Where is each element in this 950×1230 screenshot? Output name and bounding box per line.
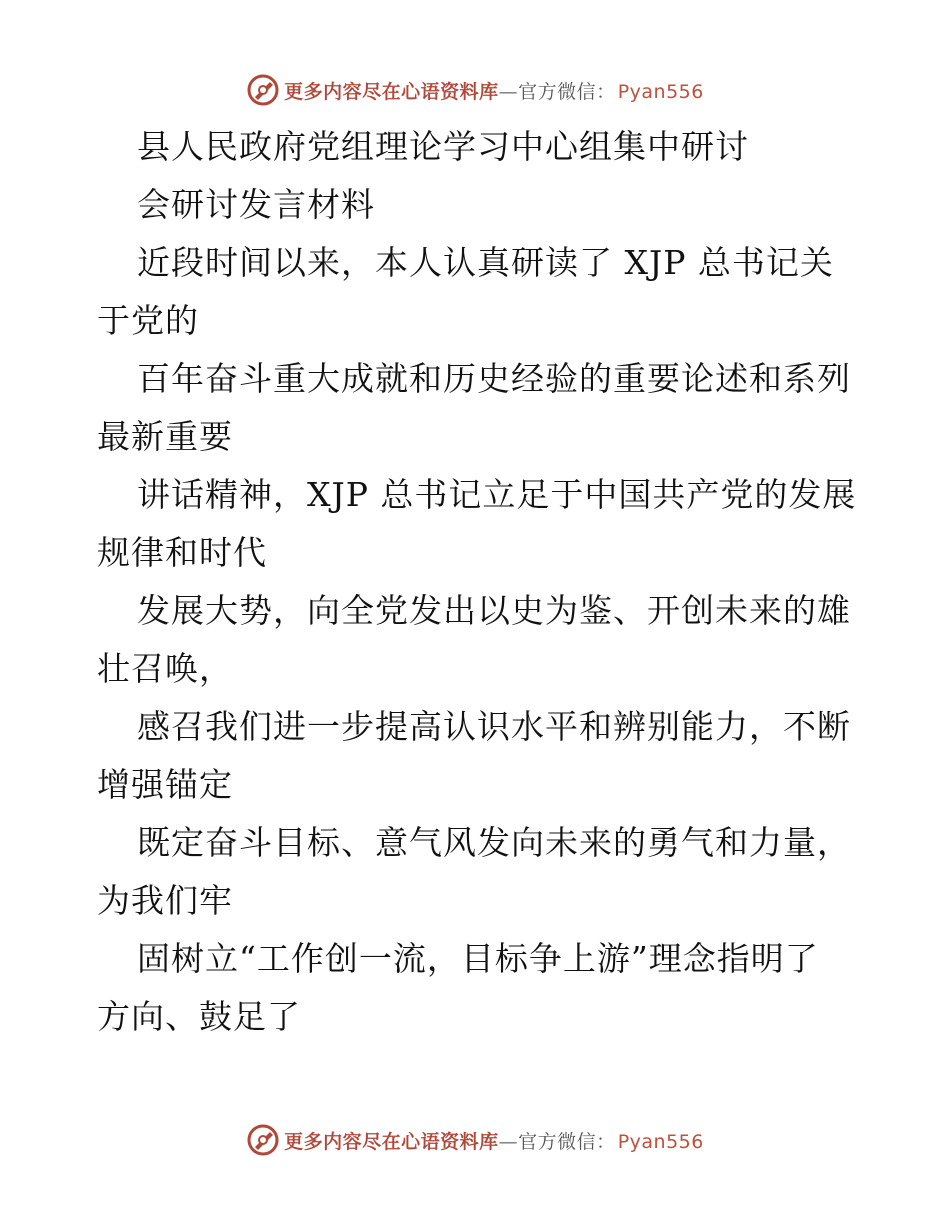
watermark-brand: 更多内容尽在心语资料库: [284, 80, 499, 103]
paragraph-line: 感召我们进一步提高认识水平和辨别能力，不断: [137, 707, 851, 746]
watermark-official-label: 官方微信：: [518, 80, 616, 103]
paragraph-line: 规律和时代: [97, 533, 267, 572]
header-watermark: [0, 70, 950, 110]
watermark-official-label: 官方微信：: [518, 1130, 616, 1153]
watermark-brand: 更多内容尽在心语资料库: [284, 1130, 499, 1153]
watermark-wechat-id: Pyan556: [617, 1130, 704, 1153]
paragraph-line: 为我们牢: [97, 881, 233, 920]
watermark-text: [284, 1127, 704, 1154]
watermark-text: [284, 77, 704, 104]
paragraph-line: 讲话精神，XJP 总书记立足于中国共产党的发展: [137, 475, 857, 514]
watermark-wechat-id: Pyan556: [617, 80, 704, 103]
document-body: [97, 118, 867, 1046]
brand-logo-icon: [246, 73, 280, 107]
title-line-2: 会研讨发言材料: [137, 185, 375, 224]
paragraph-line: 增强锚定: [97, 765, 233, 804]
title-line-1: 县人民政府党组理论学习中心组集中研讨: [137, 127, 749, 166]
watermark-separator: —: [498, 1130, 519, 1153]
watermark-separator: —: [498, 80, 519, 103]
paragraph-line: 既定奋斗目标、意气风发向未来的勇气和力量，: [137, 823, 851, 862]
paragraph-line: 近段时间以来，本人认真研读了 XJP 总书记关: [137, 243, 834, 282]
paragraph-line: 百年奋斗重大成就和历史经验的重要论述和系列: [137, 359, 851, 398]
paragraph-line: 发展大势，向全党发出以史为鉴、开创未来的雄: [137, 591, 851, 630]
footer-watermark: [0, 1120, 950, 1160]
paragraph-line: 固树立“工作创一流，目标争上游”理念指明了: [137, 939, 819, 978]
paragraph-line: 于党的: [97, 301, 199, 340]
paragraph-line: 最新重要: [97, 417, 233, 456]
paragraph-line: 壮召唤，: [97, 649, 233, 688]
brand-logo-icon: [246, 1123, 280, 1157]
paragraph-line: 方向、鼓足了: [97, 997, 301, 1036]
